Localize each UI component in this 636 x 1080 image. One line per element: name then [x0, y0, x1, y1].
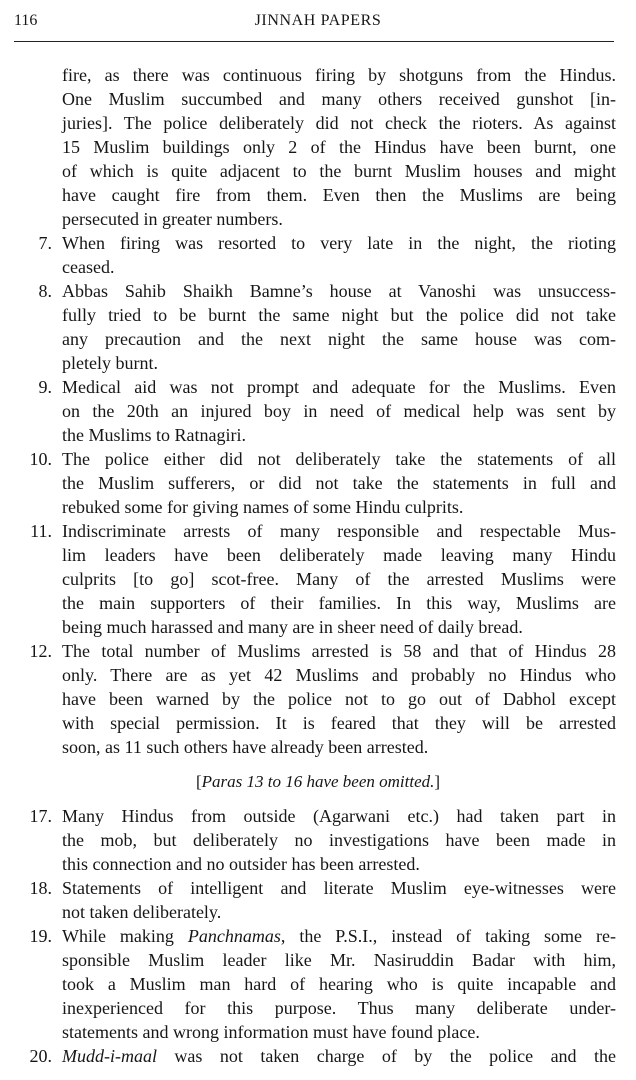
omission-text: Paras 13 to 16 have been omitted.: [201, 772, 435, 791]
text-line: One Muslim succumbed and many others received gunshot [in-: [62, 89, 616, 109]
text-line: Mudd-i-maal was not taken charge of by the police and the: [62, 1046, 616, 1066]
text-line: sponsible Muslim leader like Mr. Nasiruddin Badar with him,: [62, 950, 616, 970]
page-header: [0, 0, 636, 44]
text-line: not taken deliberately.: [62, 902, 222, 922]
text-line: only. There are as yet 42 Muslims and probably no Hindus who: [62, 665, 616, 685]
header-rule: [14, 41, 614, 42]
text-line: Statements of intelligent and literate Muslim eye-witnesses were: [62, 878, 616, 898]
item-number: 7.: [38, 233, 52, 253]
text-line: The police either did not deliberately take the statements of all: [62, 449, 616, 469]
text-line: Abbas Sahib Shaikh Bamne’s house at Vanoshi was unsuccess-: [62, 281, 616, 301]
text-line: When firing was resorted to very late in the night, the rioting: [62, 233, 616, 253]
item-number: 8.: [38, 281, 52, 301]
text-line: juries]. The police deliberately did not check the rioters. As against: [62, 113, 616, 133]
item-number: 11.: [30, 521, 52, 541]
text-line: the Muslim sufferers, or did not take the statements in full and: [62, 473, 616, 493]
text-line: any precaution and the next night the same house was com-: [62, 329, 616, 349]
italic-term: Panchnamas: [187, 926, 281, 946]
running-head: JINNAH PAPERS: [254, 12, 382, 29]
text-line: have caught fire from them. Even then the Muslims are being: [62, 185, 616, 205]
text-line: inexperienced for this purpose. Thus many deliberate under-: [62, 998, 616, 1018]
item-number: 20.: [29, 1046, 52, 1066]
text-line: the main supporters of their families. In this way, Muslims are: [62, 593, 616, 613]
text-line: have been warned by the police not to go out of Dabhol except: [62, 689, 616, 709]
text-line: statements and wrong information must have found place.: [62, 1022, 480, 1042]
text-line: persecuted in greater numbers.: [62, 209, 283, 229]
text-line: with special permission. It is feared that they will be arrested: [62, 713, 616, 733]
omission-bracket-open: [: [195, 772, 202, 791]
text-line: Medical aid was not prompt and adequate for the Muslims. Even: [62, 377, 616, 397]
text-line: being much harassed and many are in sheer need of daily bread.: [62, 617, 523, 637]
italic-term: Mudd-i-maal: [62, 1046, 157, 1066]
text-line: lim leaders have been deliberately made leaving many Hindu: [62, 545, 616, 565]
text-line: the Muslims to Ratnagiri.: [62, 425, 246, 445]
text-line: of which is quite adjacent to the burnt Muslim houses and might: [62, 161, 616, 181]
text-line: fully tried to be burnt the same night but the police did not take: [62, 305, 616, 325]
omission-note: [0, 770, 636, 794]
text-line: took a Muslim man hard of hearing who is quite incapable and: [62, 974, 616, 994]
text-line: soon, as 11 such others have already been arrested.: [62, 737, 429, 757]
text-line: on the 20th an injured boy in need of medical help was sent by: [62, 401, 616, 421]
item-number: 18.: [29, 878, 52, 898]
text-line: 15 Muslim buildings only 2 of the Hindus have been burnt, one: [62, 137, 616, 157]
text-line: culprits [to go] scot-free. Many of the arrested Muslims were: [62, 569, 616, 589]
text-line: Indiscriminate arrests of many responsible and respectable Mus-: [62, 521, 616, 541]
omission-bracket-close: ]: [434, 772, 441, 791]
text-line: rebuked some for giving names of some Hindu culprits.: [62, 497, 464, 517]
item-number: 19.: [29, 926, 52, 946]
text-line: fire, as there was continuous firing by shotguns from the Hindus.: [62, 65, 616, 85]
text-line: ceased.: [62, 257, 115, 277]
text-line: While making Panchnamas, the P.S.I., instead of taking some re-: [62, 926, 616, 946]
text-line: The total number of Muslims arrested is 58 and that of Hindus 28: [62, 641, 616, 661]
page-number: 116: [14, 12, 38, 29]
item-number: 9.: [38, 377, 52, 397]
text-line: this connection and no outsider has been arrested.: [62, 854, 420, 874]
item-number: 10.: [29, 449, 52, 469]
item-number: 17.: [29, 806, 52, 826]
text-line: Many Hindus from outside (Agarwani etc.) had taken part in: [62, 806, 616, 826]
text-line: the mob, but deliberately no investigations have been made in: [62, 830, 616, 850]
text-line: pletely burnt.: [62, 353, 158, 373]
item-number: 12.: [29, 641, 52, 661]
